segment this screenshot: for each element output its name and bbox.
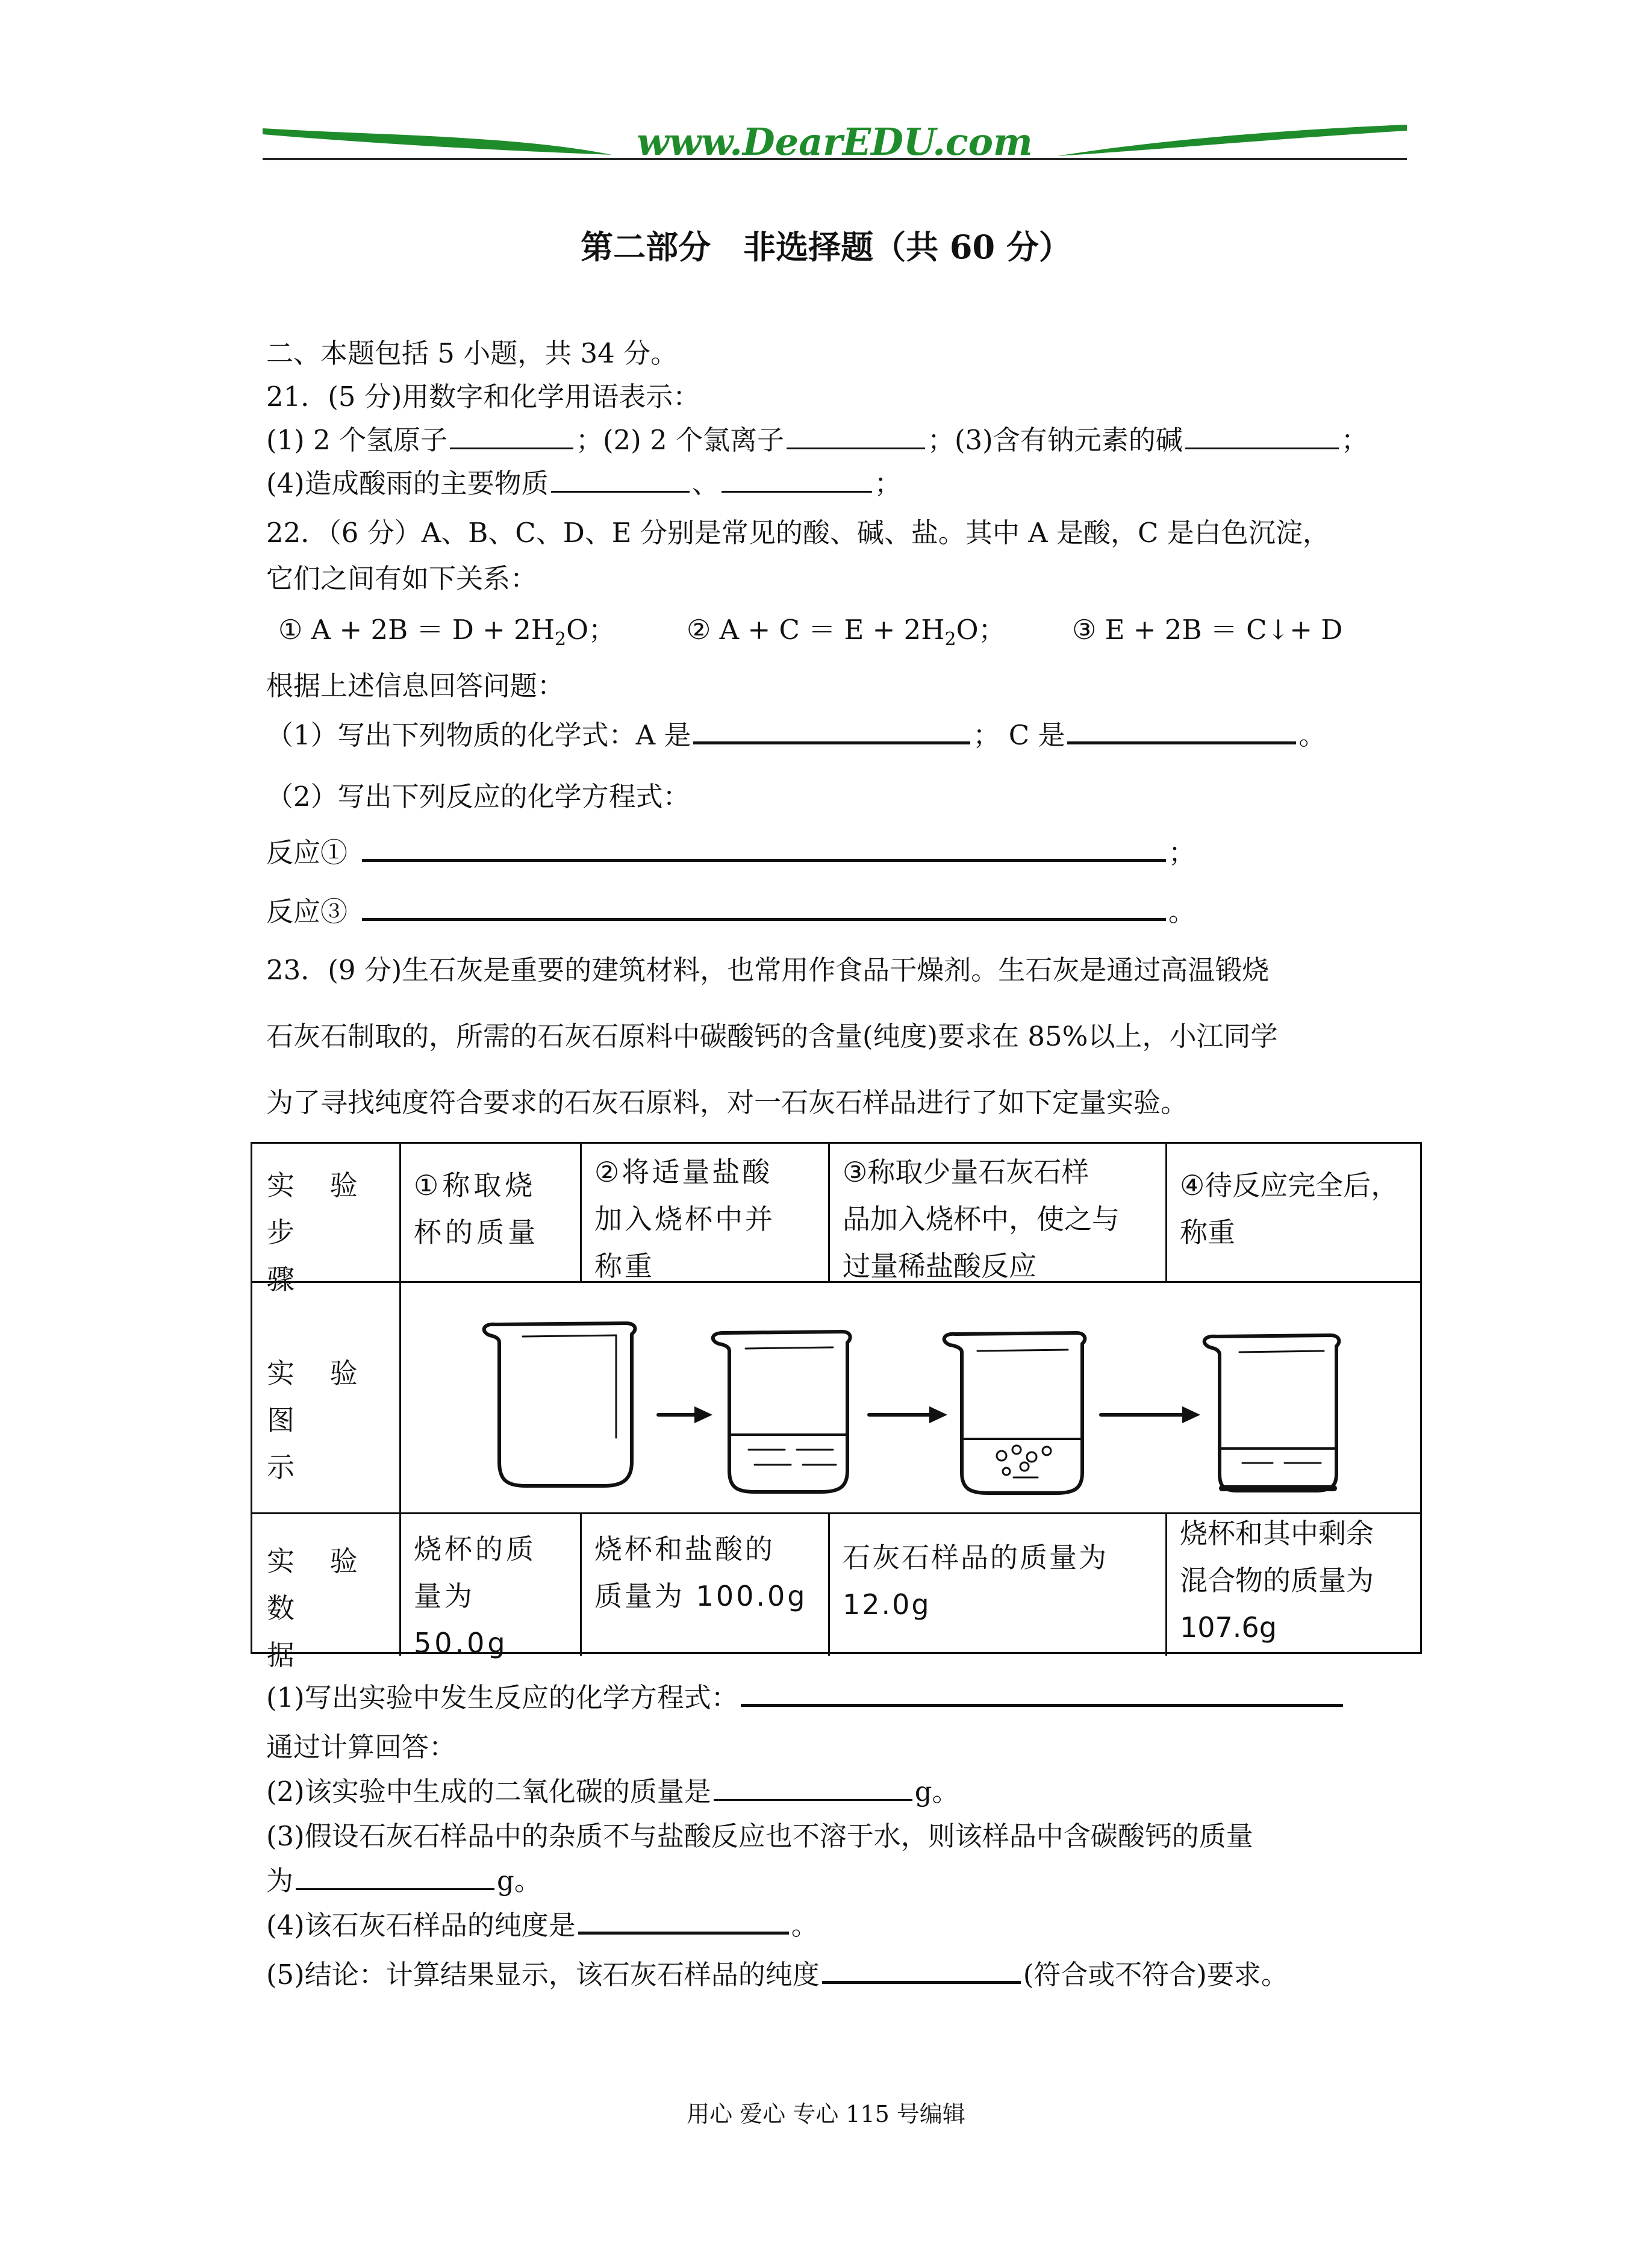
q22-stem-line2: 它们之间有如下关系： bbox=[266, 563, 538, 594]
table-text: 实 验 图 bbox=[267, 1357, 371, 1436]
q22-eq2-suffix: O； bbox=[956, 614, 1006, 646]
table-text: 过量稀盐酸反应 bbox=[843, 1250, 1036, 1282]
table-step-1 bbox=[399, 1155, 580, 1263]
q21-line1 bbox=[266, 422, 1368, 459]
q21-p4-end: ； bbox=[874, 467, 902, 499]
table-text: ②将适量盐酸 bbox=[594, 1156, 773, 1188]
q22-reaction-3 bbox=[266, 893, 1195, 931]
table-text: 据 bbox=[267, 1639, 308, 1671]
q23-q2-unit: g。 bbox=[914, 1776, 959, 1807]
table-text: 示 bbox=[267, 1451, 308, 1483]
q22-part1 bbox=[266, 717, 1326, 754]
q23-q3-blank[interactable] bbox=[296, 1864, 494, 1890]
beaker-with-acid-icon bbox=[713, 1332, 850, 1492]
q23-q3-unit: g。 bbox=[497, 1865, 541, 1897]
q22-prompt: 根据上述信息回答问题： bbox=[266, 670, 565, 702]
q21-p3-label: ；(3)含有钠元素的碱 bbox=[927, 424, 1183, 456]
table-text: 量为 50.0g bbox=[414, 1580, 508, 1659]
table-text: 12.0g bbox=[843, 1588, 931, 1621]
beaker-final-icon bbox=[1205, 1335, 1339, 1491]
table-text: 实 验 数 bbox=[267, 1545, 371, 1624]
table-text: 实 验 步 bbox=[267, 1169, 371, 1249]
q23-q2 bbox=[266, 1773, 959, 1810]
q22-eq1-prefix: ① A + 2B ＝ D + 2H bbox=[278, 614, 555, 646]
table-step-3 bbox=[828, 1141, 1165, 1297]
table-data-3 bbox=[828, 1527, 1165, 1635]
q22-part2-label: （2）写出下列反应的化学方程式： bbox=[266, 781, 690, 812]
q22-eq2-sub: 2 bbox=[944, 629, 956, 650]
q22-reaction3-label: 反应③ bbox=[266, 896, 348, 928]
q22-reaction3-blank[interactable] bbox=[362, 894, 1166, 921]
q22-reaction1-end: ； bbox=[1168, 837, 1196, 869]
table-data-1 bbox=[399, 1518, 580, 1674]
logo-swoosh-right bbox=[1058, 125, 1407, 156]
table-text: 骤 bbox=[267, 1263, 308, 1296]
table-data-header bbox=[252, 1530, 399, 1686]
q23-q5-end: (符合或不符合)要求。 bbox=[1023, 1959, 1288, 1991]
q21-p4-blank-1[interactable] bbox=[551, 467, 690, 493]
part-title: 第二部分 非选择题（共 60 分） bbox=[581, 228, 1071, 266]
q22-a-blank[interactable] bbox=[693, 717, 970, 744]
q23-stem-line1: 23．(9 分)生石灰是重要的建筑材料，也常用作食品干燥剂。生石灰是通过高温锻烧 bbox=[266, 954, 1270, 986]
table-text: 称重 bbox=[1180, 1216, 1235, 1249]
q21-p2-label: ；(2) 2 个氯离子 bbox=[575, 424, 784, 456]
q22-eq2-prefix: ② A + C ＝ E + 2H bbox=[687, 614, 945, 646]
q23-stem-line2: 石灰石制取的，所需的石灰石原料中碳酸钙的含量(纯度)要求在 85%以上，小江同学 bbox=[266, 1020, 1278, 1052]
q23-q1 bbox=[266, 1679, 1345, 1717]
q22-equation-2 bbox=[687, 611, 1006, 658]
table-step-4 bbox=[1165, 1155, 1421, 1263]
q22-eq1-sub: 2 bbox=[555, 629, 567, 650]
q22-equation-1 bbox=[278, 611, 616, 658]
q23-q2-label: (2)该实验中生成的二氧化碳的质量是 bbox=[266, 1776, 711, 1807]
table-text: ④待反应完全后， bbox=[1180, 1169, 1399, 1202]
section-intro: 二、本题包括 5 小题，共 34 分。 bbox=[266, 337, 678, 369]
q23-q4-blank[interactable] bbox=[578, 1907, 789, 1935]
beaker-empty-icon bbox=[484, 1323, 635, 1486]
header-rule bbox=[263, 158, 1407, 160]
page-footer: 用心 爱心 专心 115 号编辑 bbox=[687, 2101, 965, 2127]
table-text: 杯的质量 bbox=[414, 1216, 539, 1249]
experiment-table bbox=[251, 1142, 1422, 1671]
q22-reaction1-blank[interactable] bbox=[362, 835, 1166, 862]
arrow-head bbox=[694, 1406, 712, 1423]
q22-stem-line1: 22．（6 分）A、B、C、D、E 分别是常见的酸、碱、盐。其中 A 是酸，C 是白色沉淀， bbox=[266, 517, 1330, 549]
arrow-head bbox=[1182, 1406, 1200, 1423]
q23-q1-blank[interactable] bbox=[741, 1680, 1343, 1707]
q23-q4-label: (4)该石灰石样品的纯度是 bbox=[266, 1909, 576, 1941]
q22-c-blank[interactable] bbox=[1067, 717, 1296, 744]
logo-text: www.DearEDU.com bbox=[637, 120, 1033, 164]
table-text: ③称取少量石灰石样 bbox=[843, 1156, 1089, 1188]
dearedu-logo bbox=[263, 111, 1407, 178]
q23-q5-blank[interactable] bbox=[822, 1957, 1021, 1984]
q23-q2-blank[interactable] bbox=[714, 1775, 912, 1801]
table-data-2 bbox=[580, 1518, 828, 1627]
table-text: 烧杯和其中剩余 bbox=[1180, 1517, 1374, 1550]
table-text: 烧杯的质 bbox=[414, 1533, 537, 1565]
table-text: 质量为 100.0g bbox=[594, 1580, 808, 1612]
q21-p4-label: (4)造成酸雨的主要物质 bbox=[266, 467, 549, 499]
q21-line2 bbox=[266, 465, 902, 502]
q21-p1-label: (1) 2 个氢原子 bbox=[266, 424, 447, 456]
table-text: 石灰石样品的质量为 bbox=[843, 1541, 1108, 1574]
q22-reaction3-end: 。 bbox=[1168, 896, 1196, 928]
q22-reaction-1 bbox=[266, 834, 1195, 872]
q22-part1-end: 。 bbox=[1298, 719, 1326, 751]
q23-stem-line3: 为了寻找纯度符合要求的石灰石原料，对一石灰石样品进行了如下定量实验。 bbox=[266, 1087, 1188, 1118]
q21-p4-blank-2[interactable] bbox=[722, 467, 872, 493]
table-text: 107.6g bbox=[1180, 1611, 1277, 1644]
table-text: ①称取烧 bbox=[414, 1169, 537, 1202]
q22-part1-mid: ； C 是 bbox=[973, 719, 1065, 751]
table-text: 烧杯和盐酸的 bbox=[594, 1533, 775, 1565]
q23-calc-prompt: 通过计算回答： bbox=[266, 1731, 457, 1763]
q21-p3-blank[interactable] bbox=[1185, 423, 1339, 449]
table-text: 品加入烧杯中，使之与 bbox=[843, 1203, 1120, 1235]
table-data-4 bbox=[1165, 1503, 1421, 1658]
table-text: 加入烧杯中并 bbox=[594, 1203, 775, 1235]
q22-reaction1-label: 反应① bbox=[266, 837, 348, 869]
q22-eq1-suffix: O； bbox=[566, 614, 616, 646]
q23-q1-label: (1)写出实验中发生反应的化学方程式： bbox=[266, 1682, 738, 1714]
table-step-2 bbox=[580, 1141, 828, 1297]
table-text: 混合物的质量为 bbox=[1180, 1564, 1374, 1597]
q22-equation-3: ③ E + 2B ＝ C↓+ D bbox=[1072, 614, 1343, 646]
q23-q3-line1: (3)假设石灰石样品中的杂质不与盐酸反应也不溶于水，则该样品中含碳酸钙的质量 bbox=[266, 1820, 1253, 1852]
q21-stem: 21．(5 分)用数字和化学用语表示： bbox=[266, 381, 700, 413]
q23-q3-line2 bbox=[266, 1862, 541, 1900]
table-diagram-header bbox=[252, 1343, 399, 1498]
q23-q5 bbox=[266, 1956, 1288, 1994]
beaker-reacting-icon bbox=[944, 1333, 1085, 1493]
q21-p3-end: ； bbox=[1341, 424, 1368, 456]
q23-q4 bbox=[266, 1907, 818, 1944]
q21-p4-sep: 、 bbox=[691, 467, 719, 499]
q23-q5-label: (5)结论：计算结果显示，该石灰石样品的纯度 bbox=[266, 1959, 820, 1991]
experiment-diagram bbox=[399, 1281, 1421, 1512]
q21-p1-blank[interactable] bbox=[450, 423, 573, 449]
q23-q3-label: 为 bbox=[266, 1865, 294, 1897]
q22-part1-label: （1）写出下列物质的化学式：A 是 bbox=[266, 719, 691, 751]
q23-q4-end: 。 bbox=[791, 1909, 818, 1941]
q21-p2-blank[interactable] bbox=[787, 423, 925, 449]
arrow-head bbox=[929, 1406, 947, 1423]
logo-swoosh-left bbox=[263, 128, 612, 155]
table-steps-header bbox=[252, 1155, 399, 1310]
table-text: 称重 bbox=[594, 1250, 655, 1282]
